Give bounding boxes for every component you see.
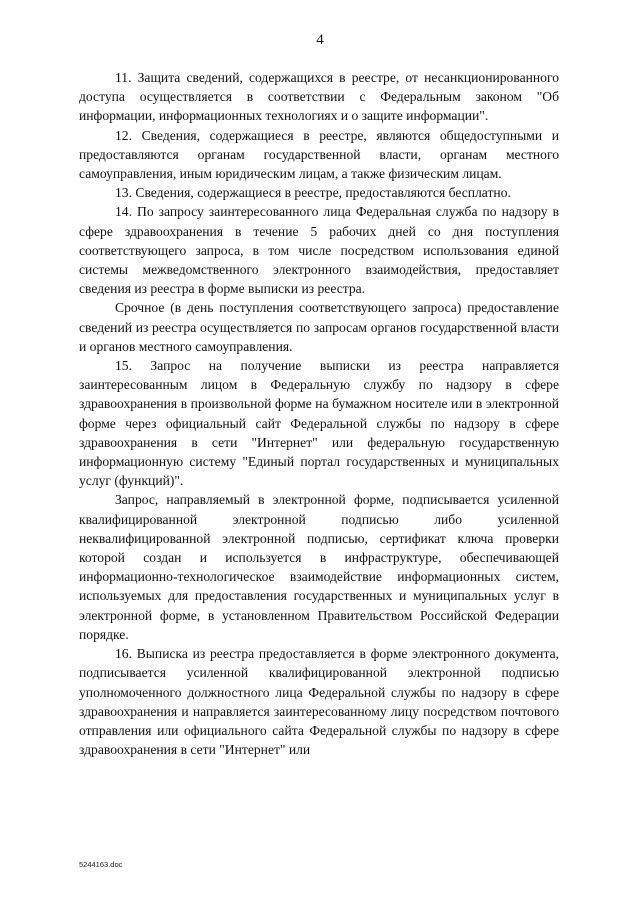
paragraph-15: 15. Запрос на получение выписки из реестра направляется заинтересованным лицом в Федеральную службу по надзору в сфере здравоохранения в произвольной форме на бумажном носителе или в электронной форме через официальный сайт Федеральной службы по надзору в сфере здравоохранения в сети "Интернет" или федеральную государственную информационную систему "Единый портал государственных и муниципальных услуг (функций)".: [79, 358, 559, 489]
paragraph-12: 12. Сведения, содержащиеся в реестре, являются общедоступными и предоставляются органам государственной власти, органам местного самоуправления, иным юридическим лицам, а также физическим лицам.: [79, 127, 559, 182]
paragraph-16: 16. Выписка из реестра предоставляется в форме электронного документа, подписывается усиленной квалифицированной электронной подписью уполномоченного должностного лица Федеральной службы по надзору в сфере здравоохранения и направляется заинтересованному лицу посредством почтового отправления или официального сайта Федеральной службы по надзору в сфере здравоохранения в сети "Интернет" или: [79, 646, 559, 758]
page-number: 4: [316, 32, 324, 48]
paragraph-14-urgent: Срочное (в день поступления соответствующего запроса) предоставление сведений из реестра осуществляется по запросам органов государственной власти и органов местного самоуправления.: [79, 300, 559, 354]
paragraph-14: 14. По запросу заинтересованного лица Федеральная служба по надзору в сфере здравоохранения в течение 5 рабочих дней со дня поступления соответствующего запроса, в том числе посредством использования единой системы межведомственного электронного взаимодействия, предоставляет сведения из реестра в форме выписки из реестра.: [79, 204, 559, 297]
document-body: [79, 68, 559, 759]
paragraph-13: 13. Сведения, содержащиеся в реестре, предоставляются бесплатно.: [115, 185, 511, 201]
paragraph-11: 11. Защита сведений, содержащихся в реестре, от несанкционированного доступа осуществляется в соответствии с Федеральным законом "Об информации, информационных технологиях и о защите информации".: [79, 70, 559, 124]
paragraph-15-electronic-request: Запрос, направляемый в электронной форме, подписывается усиленной квалифицированной электронной подписью либо усиленной неквалифицированной электронной подписью, сертификат ключа проверки которой создан и используется в инфраструктуре, обеспечивающей информационно-технологическое взаимодействие информационных систем, используемых для предоставления государственных и муниципальных услуг в электронной форме, в установленном Правительством Российской Федерации порядке.: [79, 492, 559, 642]
document-file-code: 5244163.doc: [79, 860, 123, 869]
